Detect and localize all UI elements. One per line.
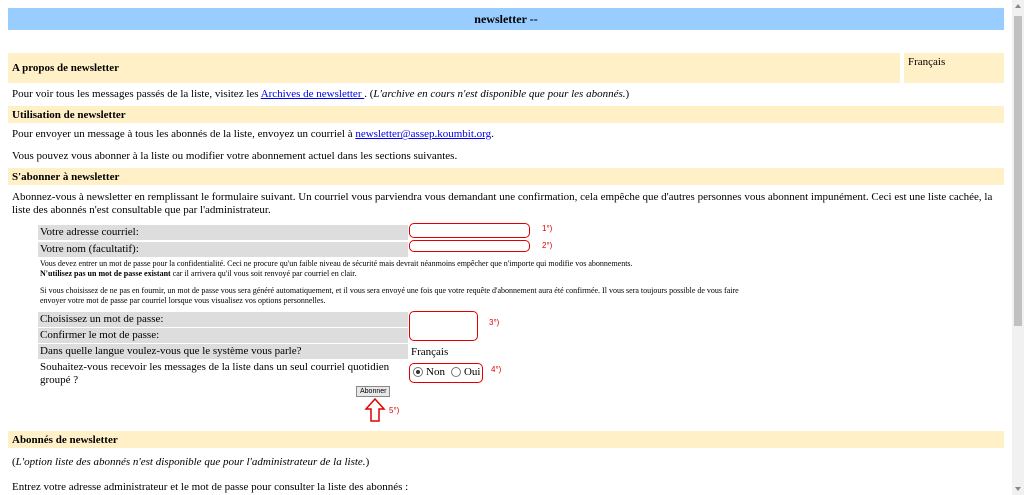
email-input[interactable] [409, 223, 530, 238]
digest-no-label: Non [426, 366, 445, 378]
arrow-up-icon [363, 397, 387, 423]
language-value: Français [411, 345, 449, 358]
vertical-scrollbar[interactable] [1012, 0, 1024, 495]
language-indicator: Français [904, 53, 1004, 83]
annotation-5: 5°) [389, 406, 400, 415]
digest-label: Souhaitez-vous recevoir les messages de la liste dans un seul courriel quotidien groupé ? [40, 361, 390, 386]
name-label: Votre nom (facultatif): [38, 242, 408, 257]
subscribe-heading: S'abonner à newsletter [8, 168, 1004, 185]
subscribers-heading: Abonnés de newsletter [8, 431, 1004, 448]
annotation-4: 4°) [491, 365, 502, 374]
password-confirm-label: Confirmer le mot de passe: [38, 328, 408, 343]
about-heading: A propos de newsletter [8, 53, 900, 83]
subscribe-intro: Abonnez-vous à newsletter en remplissant le formulaire suivant. Un courriel vous parviendra vous demandant une confirmation, cela empêche que d'autres personnes vous abonnent impunément. Ceci est une liste cachée, la liste des abonnés n'est consultable que par l'administrateur. [12, 191, 993, 216]
annotation-1: 1°) [542, 224, 553, 233]
language-label: Dans quelle langue voulez-vous que le système vous parle? [38, 344, 408, 359]
subscribe-button[interactable]: Abonner [356, 386, 390, 397]
subscribers-note: (L'option liste des abonnés n'est disponible que pour l'administrateur de la liste.) [12, 456, 370, 468]
password-note-2: Si vous choisissez de ne pas en fournir, un mot de passe vous sera généré automatiquement, et il vous sera envoyé une fois que votre requête d'abonnement aura été confirmée. Il vous sera toujours possible de vous faire envoyer votre mot de passe par courriel lorsque vous visualisez vos options personnelles. [40, 286, 739, 305]
digest-yes-label: Oui [463, 366, 481, 378]
usage-text-2: Vous pouvez vous abonner à la liste ou modifier votre abonnement actuel dans les sections suivantes. [12, 150, 458, 162]
email-label: Votre adresse courriel: [38, 225, 408, 240]
page [8, 8, 1004, 494]
archives-link[interactable]: Archives de newsletter [260, 88, 365, 100]
digest-yes-radio[interactable] [451, 367, 461, 377]
about-text: Pour voir tous les messages passés de la liste, visitez les Archives de newsletter . (L'archive en cours n'est disponible que pour les abonnés.) [12, 88, 630, 100]
scroll-down-icon[interactable] [1015, 487, 1021, 491]
page-title: newsletter -- [8, 8, 1004, 30]
annotation-2: 2°) [542, 241, 553, 250]
usage-heading: Utilisation de newsletter [8, 106, 1004, 123]
usage-text: Pour envoyer un message à tous les abonnés de la liste, envoyez un courriel à newsletter@assep.koumbit.org. [12, 128, 494, 140]
list-email-link[interactable]: newsletter@assep.koumbit.org [355, 128, 492, 140]
scroll-up-icon[interactable] [1015, 4, 1021, 8]
annotation-3: 3°) [489, 318, 500, 327]
digest-radio-group [413, 366, 480, 378]
password-inputs[interactable] [409, 311, 478, 341]
password-label: Choisissez un mot de passe: [38, 312, 408, 327]
name-input[interactable] [409, 240, 530, 252]
subscribers-text: Entrez votre adresse administrateur et le mot de passe pour consulter la liste des abonnés : [12, 481, 409, 493]
digest-no-radio[interactable] [413, 367, 423, 377]
password-note: Vous devez entrer un mot de passe pour la confidentialité. Ceci ne procure qu'un faible niveau de sécurité mais devrait néanmoins empêcher que n'importe qui modifie vos abonnements. N'utilisez pas un mot de passe existant car il arrivera qu'il vous soit renvoyé par courriel en clair. [40, 259, 633, 278]
scroll-thumb[interactable] [1014, 16, 1022, 326]
